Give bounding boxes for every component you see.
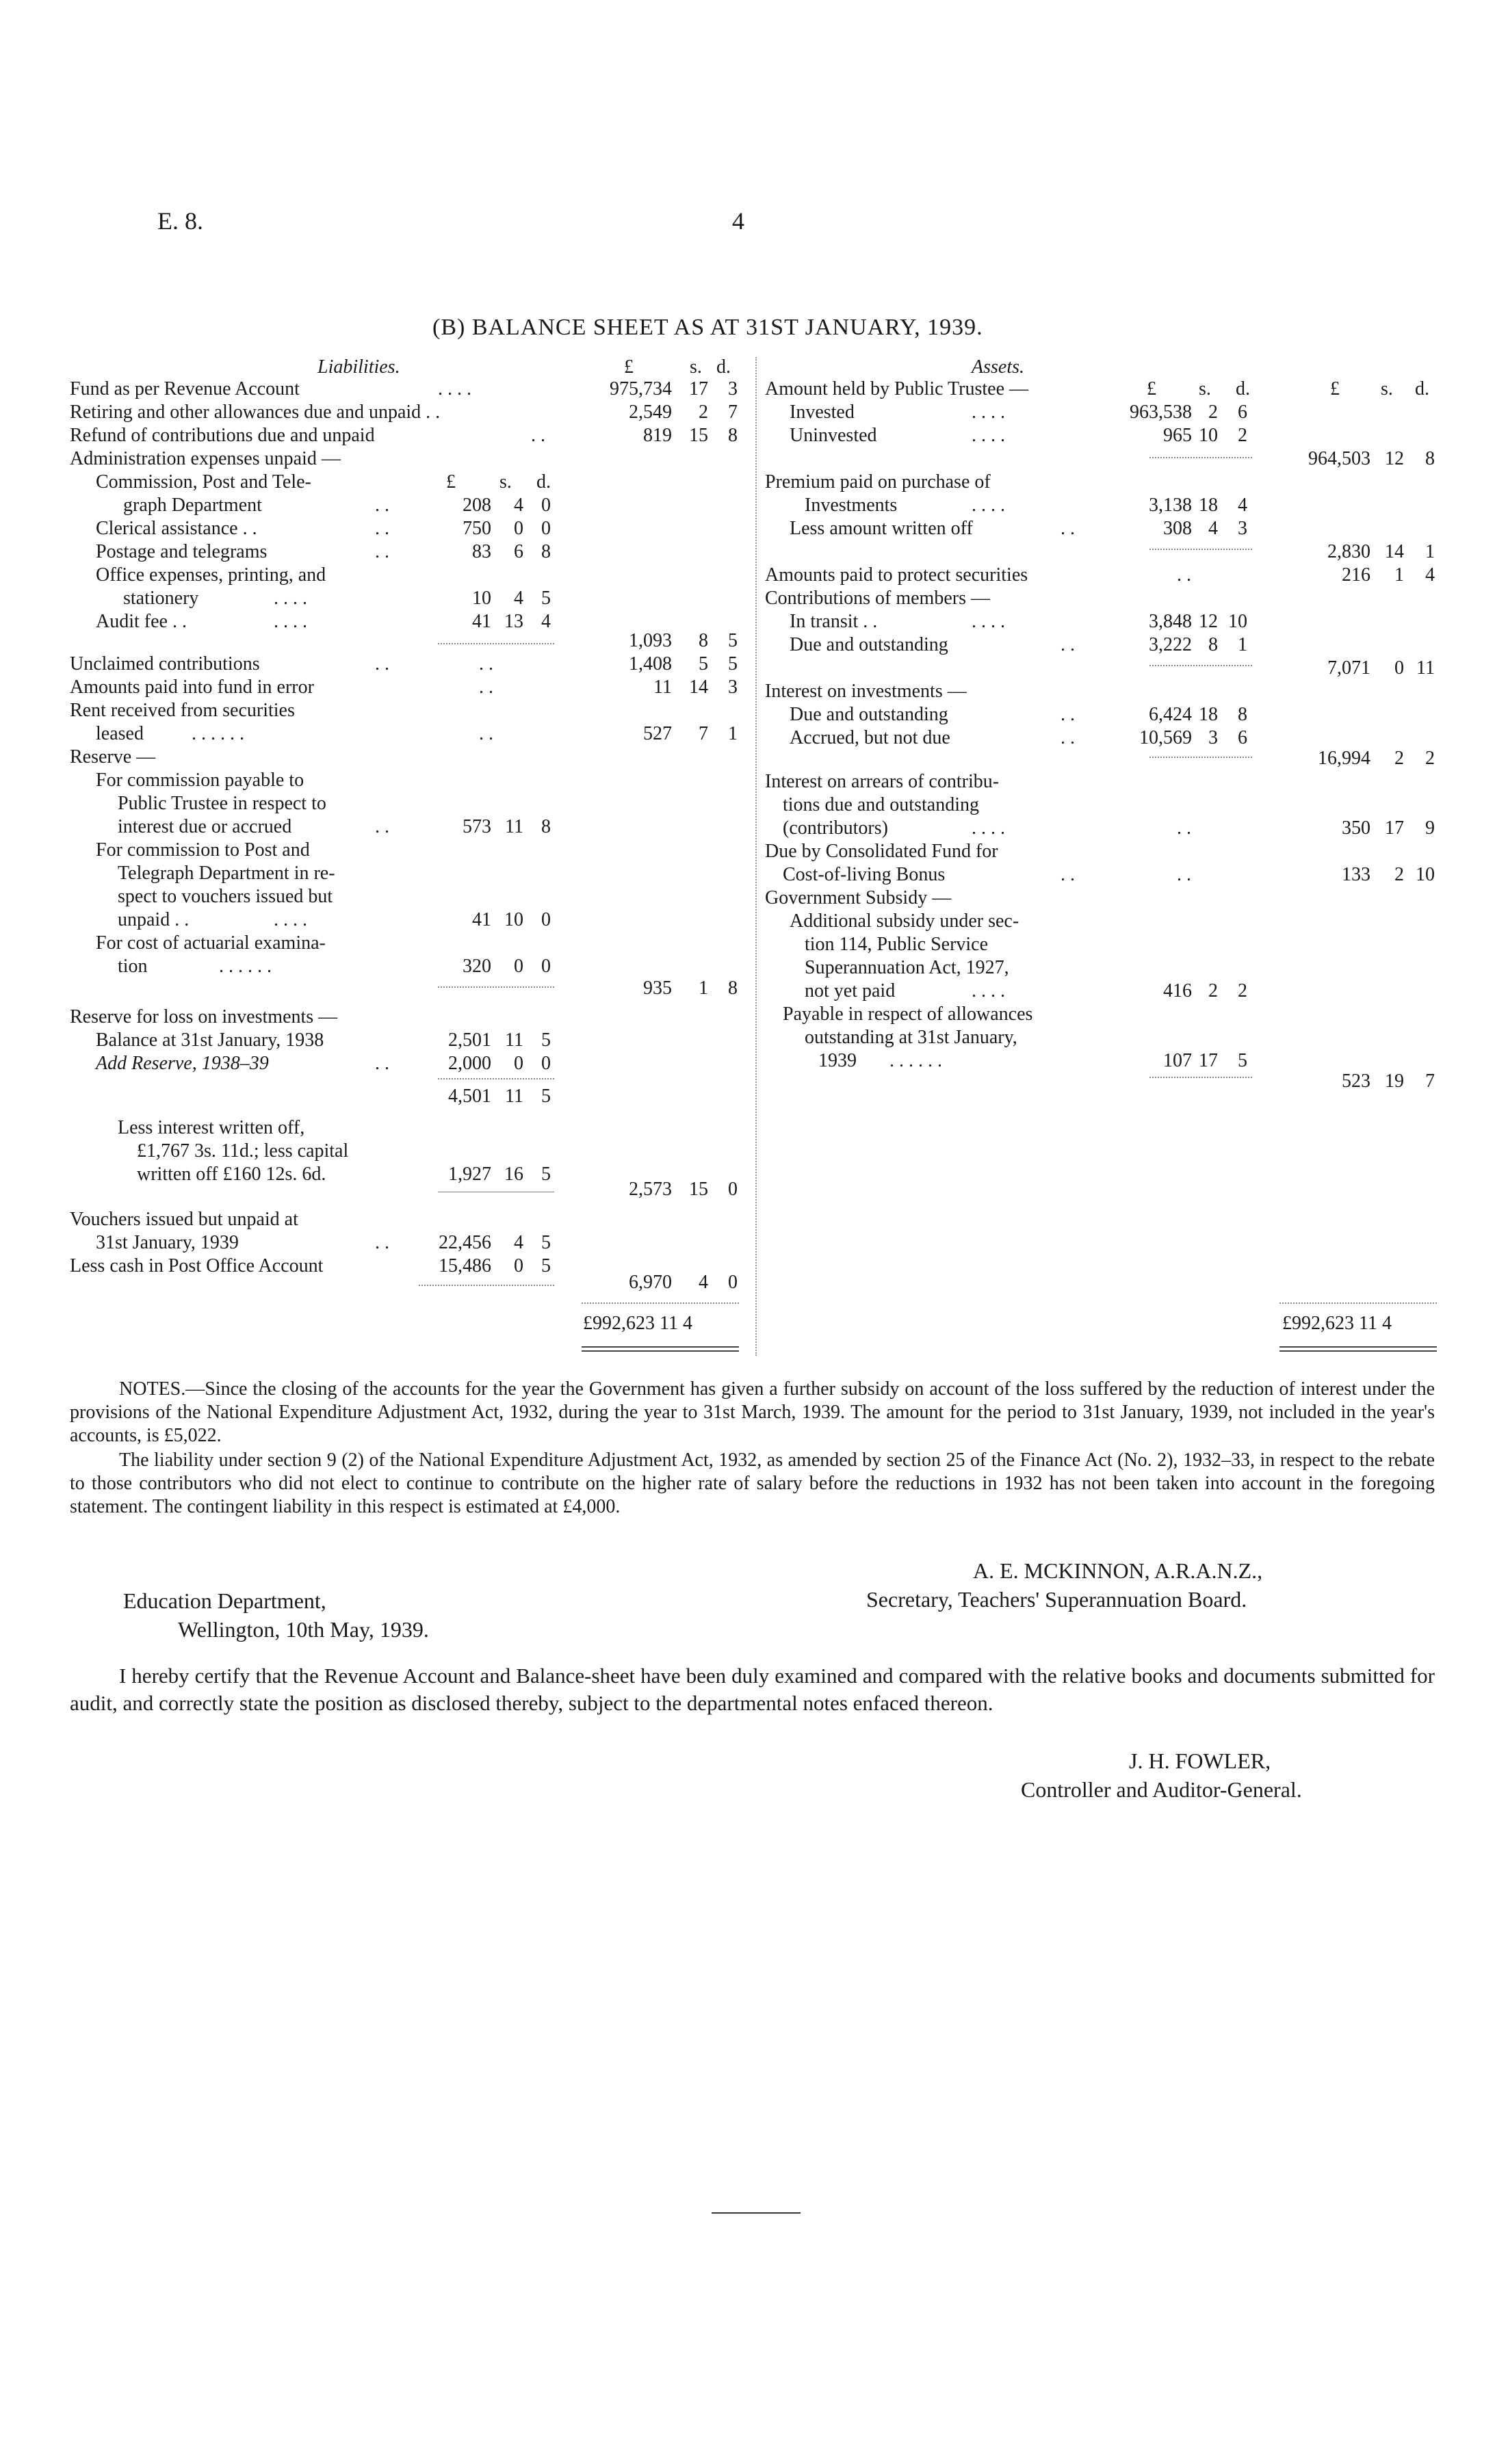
amount-pence: 5 [1238,1050,1247,1071]
asset-label: tion 114, Public Service [805,934,989,955]
page-title: (B) BALANCE SHEET AS AT 31ST JANUARY, 1939. [432,315,983,340]
asset-label: Amount held by Public Trustee — [765,378,1029,399]
leader-dots: . . [1061,704,1075,725]
amount-shillings: 0 [514,1053,523,1074]
department-date: Wellington, 10th May, 1939. [178,1617,429,1642]
leader-dots: . . [479,677,493,698]
amount-shillings: 6 [514,541,523,562]
amount-pence: 5 [541,588,551,609]
amount-shillings: 0 [514,956,523,977]
amount-pounds: 3,138 [1149,495,1192,516]
asset-label: not yet paid [805,980,896,1001]
amount-shillings: 17 [1199,1050,1218,1071]
amount-shillings: 12 [1199,611,1218,632]
amount-pence: 1 [1238,634,1247,655]
amount-pounds: 523 [1342,1071,1370,1092]
leader-dots: . . . . [972,495,1005,516]
section-label: Reserve for loss on investments — [70,1006,338,1027]
subtotal-rule [438,1078,554,1079]
leader-dots: . . . . [972,611,1005,632]
liability-label: interest due or accrued [118,816,292,837]
total-double-rule [582,1350,739,1352]
amount-shillings: 10 [1199,425,1218,446]
amount-shillings: 8 [699,630,708,651]
amount-pence: 6 [1238,402,1247,423]
asset-label: Payable in respect of allowances [783,1004,1033,1025]
leader-dots: . . [1061,727,1075,748]
liability-label: 31st January, 1939 [96,1232,239,1253]
liability-label: For cost of actuarial examina- [96,932,326,954]
amount-shillings: 4 [514,588,523,609]
asset-label: Due and outstanding [790,704,948,725]
amount-pounds: 22,456 [439,1232,491,1253]
liability-label: leased [96,723,144,744]
amount-shillings: 2 [1394,864,1404,885]
amount-shillings: 13 [504,611,523,632]
amount-shillings: 18 [1199,704,1218,725]
amount-pounds: 133 [1342,864,1370,885]
amount-shillings: 1 [1394,564,1404,586]
amount-pence: 0 [541,495,551,516]
amount-pence: 5 [541,1030,551,1051]
amount-pounds: 3,848 [1149,611,1192,632]
amount-pounds: 6,424 [1149,704,1192,725]
total-double-rule [1279,1350,1437,1352]
asset-label: Interest on arrears of contribu- [765,771,1000,792]
amount-pounds: 15,486 [439,1255,491,1276]
leader-dots: . . [1061,518,1075,539]
amount-pence: 8 [1425,448,1435,469]
amount-pence: 1 [1425,541,1435,562]
amount-pounds: 750 [463,518,491,539]
amount-pence: 1 [728,723,738,744]
amount-shillings: 8 [1208,634,1218,655]
amount-pounds: 416 [1163,980,1192,1001]
liability-label: Balance at 31st January, 1938 [96,1030,324,1051]
amount-pounds: 2,549 [629,402,672,423]
amount-pence: 7 [1425,1071,1435,1092]
total-rule [582,1302,739,1304]
amount-pounds: 965 [1163,425,1192,446]
amount-pounds: 975,734 [610,378,672,399]
amount-pence: 8 [1238,704,1247,725]
leader-dots: . . [479,653,493,674]
section-label: Interest on investments — [765,681,967,702]
amount-shillings: 10 [504,909,523,930]
asset-label: Amounts paid to protect securities [765,564,1028,586]
total-double-rule [1279,1346,1437,1348]
asset-label: Less amount written off [790,518,973,539]
amount-pounds: 4,501 [448,1086,491,1107]
amount-shillings: 4 [514,1232,523,1253]
amount-pence: 3 [1238,518,1247,539]
subtotal-rule [419,1285,554,1286]
subtotal-rule [1149,1077,1252,1078]
amount-shillings: 19 [1385,1071,1404,1092]
amount-pounds: 308 [1163,518,1192,539]
amount-pence: 5 [541,1086,551,1107]
liability-label: Audit fee . . [96,611,187,632]
amount-pence: 8 [728,978,738,999]
liability-label: Fund as per Revenue Account [70,378,300,399]
subtotal-rule [438,643,554,644]
amount-shillings: 14 [1385,541,1404,562]
amount-pounds: 935 [643,978,672,999]
leader-dots: . . . . [438,378,471,399]
asset-label: Premium paid on purchase of [765,471,991,493]
amount-pounds: 963,538 [1130,402,1192,423]
asset-label: Due and outstanding [790,634,948,655]
amount-pounds: 41 [472,909,491,930]
amount-pence: 10 [1416,864,1435,885]
amount-pounds: 1,093 [629,630,672,651]
amount-pounds: 320 [463,956,491,977]
section-label: Reserve — [70,746,156,768]
leader-dots: . . [1061,864,1075,885]
amount-pence: 2 [1238,425,1247,446]
amount-pounds: 208 [463,495,491,516]
leader-dots: . . [375,653,389,674]
amount-shillings: 0 [1394,657,1404,679]
amount-pence: 0 [541,956,551,977]
col-head-shillings: s. [1199,378,1211,399]
amount-pounds: 6,970 [629,1272,672,1293]
section-label: Administration expenses unpaid — [70,448,341,469]
audit-certification: I hereby certify that the Revenue Account and Balance-sheet have been duly examined and compared with the relative books and documents submitted for audit, and correctly state the position as disclosed thereby, subject to the departmental notes enfaced thereon. [70,1664,1435,1715]
amount-pounds: 1,927 [448,1164,491,1185]
subtotal-rule [438,986,554,988]
amount-shillings: 2 [1208,402,1218,423]
amount-pounds: 10 [472,588,491,609]
page-number: 4 [732,207,744,235]
amount-pence: 0 [541,518,551,539]
amount-pounds: 107 [1163,1050,1192,1071]
liability-label: For commission payable to [96,770,304,791]
total-rule [1279,1302,1437,1304]
asset-label: 1939 [818,1050,857,1071]
asset-label: Due by Consolidated Fund for [765,841,998,862]
liability-label: Clerical assistance . . [96,518,257,539]
amount-shillings: 0 [514,518,523,539]
amount-pence: 5 [728,653,738,674]
amount-pence: 10 [1228,611,1247,632]
amount-shillings: 4 [514,495,523,516]
liability-label: Less interest written off, [118,1117,305,1138]
liabilities-heading: Liabilities. [317,356,400,378]
asset-label: Cost-of-living Bonus [783,864,946,885]
amount-pence: 4 [1238,495,1247,516]
asset-label: Invested [790,402,855,423]
amount-pounds: 350 [1342,817,1370,839]
subtotal-rule [1149,457,1252,458]
col-head-pound: £ [1147,378,1156,399]
liability-label: Amounts paid into fund in error [70,677,314,698]
leader-dots: . . [375,816,389,837]
asset-label: Superannuation Act, 1927, [805,957,1009,978]
footer-rule [712,2212,801,2214]
secretary-name: A. E. MCKINNON, A.R.A.N.Z., [973,1558,1263,1583]
amount-pence: 0 [541,1053,551,1074]
leader-dots: . . [375,541,389,562]
amount-pounds: 964,503 [1308,448,1370,469]
amount-shillings: 17 [1385,817,1404,839]
liability-label: stationery [123,588,199,609]
amount-shillings: 12 [1385,448,1404,469]
asset-label: Uninvested [790,425,877,446]
liability-label: Postage and telegrams [96,541,268,562]
amount-pounds: 2,501 [448,1030,491,1051]
liability-label: Rent received from securities [70,700,295,721]
liability-label: tion [118,956,148,977]
amount-pence: 2 [1238,980,1247,1001]
amount-shillings: 7 [699,723,708,744]
amount-pence: 3 [728,677,738,698]
leader-dots: . . [375,495,389,516]
liability-label: Commission, Post and Tele- [96,471,311,493]
leader-dots: . . . . [274,909,307,930]
leader-dots: . . [531,425,545,446]
auditor-title: Controller and Auditor-General. [1021,1777,1302,1802]
liability-label: Office expenses, printing, and [96,564,326,586]
amount-shillings: 2 [699,402,708,423]
leader-dots: . . . . [274,611,307,632]
liability-label: Public Trustee in respect to [118,793,326,814]
total-double-rule [582,1346,739,1348]
col-head-pence: d. [1415,378,1429,399]
amount-shillings: 4 [699,1272,708,1293]
auditor-name: J. H. FOWLER, [1129,1748,1271,1773]
amount-shillings: 0 [514,1255,523,1276]
liability-label: £1,767 3s. 11d.; less capital [137,1140,349,1162]
liability-label: Refund of contributions due and unpaid [70,425,375,446]
leader-dots: . . [1061,634,1075,655]
leader-dots: . . [1177,564,1191,586]
amount-pounds: 819 [643,425,672,446]
section-label: Contributions of members — [765,588,990,609]
amount-shillings: 16 [504,1164,523,1185]
amount-shillings: 5 [699,653,708,674]
amount-shillings: 2 [1208,980,1218,1001]
amount-pence: 5 [541,1232,551,1253]
leader-dots: . . . . [972,402,1005,423]
liabilities-grand-total: £992,623 11 4 [583,1313,692,1334]
amount-pence: 0 [728,1179,738,1200]
amount-pence: 3 [728,378,738,399]
leader-dots: . . . . [972,425,1005,446]
leader-dots: . . [375,1053,389,1074]
amount-pounds: 3,222 [1149,634,1192,655]
col-head-pence: d. [1236,378,1250,399]
leader-dots: . . . . [972,980,1005,1001]
liability-label: Retiring and other allowances due and unpaid . . [70,402,441,423]
liability-label: Add Reserve, 1938–39 [96,1053,269,1074]
amount-shillings: 15 [689,425,708,446]
liability-label: spect to vouchers issued but [118,886,333,907]
amount-pence: 4 [1425,564,1435,586]
asset-label: outstanding at 31st January, [805,1027,1017,1048]
note-paragraph: NOTES.—Since the closing of the accounts for the year the Government has given a further subsidy on account of the loss suffered by the reduction of interest under the provisions of the National Expenditure Adjustment Act, 1932, during the year to 31st March, 1939. The amount for the period to 31st January, 1939, not included in the year's accounts, is £5,022. [70,1378,1435,1446]
col-head-shillings: s. [690,356,702,378]
amount-shillings: 17 [689,378,708,399]
col-head-shillings: s. [1381,378,1393,399]
subtotal-rule [1149,665,1252,666]
amount-pounds: 2,573 [629,1179,672,1200]
subtotal-rule [1149,549,1252,550]
sub-head-pound: £ [446,471,456,493]
amount-pounds: 2,000 [448,1053,491,1074]
column-divider [755,357,757,1356]
sub-head-shillings: s. [499,471,512,493]
liability-label: Vouchers issued but unpaid at [70,1209,298,1230]
amount-shillings: 15 [689,1179,708,1200]
asset-label: Accrued, but not due [790,727,950,748]
liability-label: For commission to Post and [96,839,310,861]
col-head-pound: £ [1330,378,1340,399]
leader-dots: . . . . [274,588,307,609]
amount-pence: 6 [1238,727,1247,748]
amount-shillings: 4 [1208,518,1218,539]
amount-pounds: 83 [472,541,491,562]
liability-label: written off £160 12s. 6d. [137,1164,326,1185]
amount-shillings: 11 [505,816,523,837]
amount-pence: 5 [728,630,738,651]
document-reference: E. 8. [157,207,203,235]
note-paragraph: The liability under section 9 (2) of the National Expenditure Adjustment Act, 1932, as amended by section 25 of the Finance Act (No. 2), 1932–33, in respect to the rebate to those contributors who did not elect to continue to contribute on the higher rate of salary before the reductions in 1932 has not been taken into account in the foregoing statement. The contingent liability in this respect is estimated at £4,000. [70,1450,1435,1517]
amount-pounds: 16,994 [1318,748,1370,769]
amount-pounds: 1,408 [629,653,672,674]
amount-pence: 0 [541,909,551,930]
leader-dots: . . [375,518,389,539]
leader-dots: . . . . . . [219,956,272,977]
assets-grand-total: £992,623 11 4 [1282,1313,1392,1334]
liability-label: Unclaimed contributions [70,653,260,674]
amount-pence: 5 [541,1255,551,1276]
secretary-title: Secretary, Teachers' Superannuation Board. [866,1587,1247,1612]
amount-pence: 8 [541,541,551,562]
leader-dots: . . [1177,817,1191,839]
asset-label: Additional subsidy under sec- [790,910,1019,932]
amount-pounds: 2,830 [1327,541,1370,562]
amount-pence: 0 [728,1272,738,1293]
section-label: Government Subsidy — [765,887,952,908]
amount-pounds: 10,569 [1139,727,1192,748]
asset-label: Investments [805,495,898,516]
col-head-pence: d. [716,356,731,378]
amount-pounds: 11 [653,677,672,698]
sub-head-pence: d. [536,471,551,493]
col-head-pound: £ [624,356,634,378]
asset-label: In transit . . [790,611,878,632]
amount-pounds: 41 [472,611,491,632]
liability-label: graph Department [123,495,262,516]
amount-shillings: 14 [689,677,708,698]
amount-pounds: 573 [463,816,491,837]
amount-pence: 2 [1425,748,1435,769]
asset-label: tions due and outstanding [783,794,979,815]
amount-pence: 7 [728,402,738,423]
amount-shillings: 11 [505,1086,523,1107]
liability-label: Telegraph Department in re- [118,863,335,884]
leader-dots: . . . . [972,817,1005,839]
assets-heading: Assets. [972,356,1024,378]
leader-dots: . . [375,1232,389,1253]
asset-label: (contributors) [783,817,888,839]
liability-label: Less cash in Post Office Account [70,1255,324,1276]
amount-pounds: 7,071 [1327,657,1370,679]
leader-dots: . . [1177,864,1191,885]
department-name: Education Department, [123,1588,326,1613]
amount-shillings: 11 [505,1030,523,1051]
amount-pounds: 216 [1342,564,1370,586]
leader-dots: . . [479,723,493,744]
amount-shillings: 2 [1394,748,1404,769]
amount-shillings: 1 [699,978,708,999]
amount-shillings: 18 [1199,495,1218,516]
leader-dots: . . . . . . [192,723,244,744]
amount-shillings: 3 [1208,727,1218,748]
amount-pence: 4 [541,611,551,632]
amount-pence: 5 [541,1164,551,1185]
subtotal-rule [1149,757,1252,758]
amount-pounds: 527 [643,723,672,744]
amount-pence: 11 [1416,657,1435,679]
amount-pence: 9 [1425,817,1435,839]
amount-pence: 8 [541,816,551,837]
leader-dots: . . . . . . [889,1050,942,1071]
amount-pence: 8 [728,425,738,446]
liability-label: unpaid . . [118,909,190,930]
